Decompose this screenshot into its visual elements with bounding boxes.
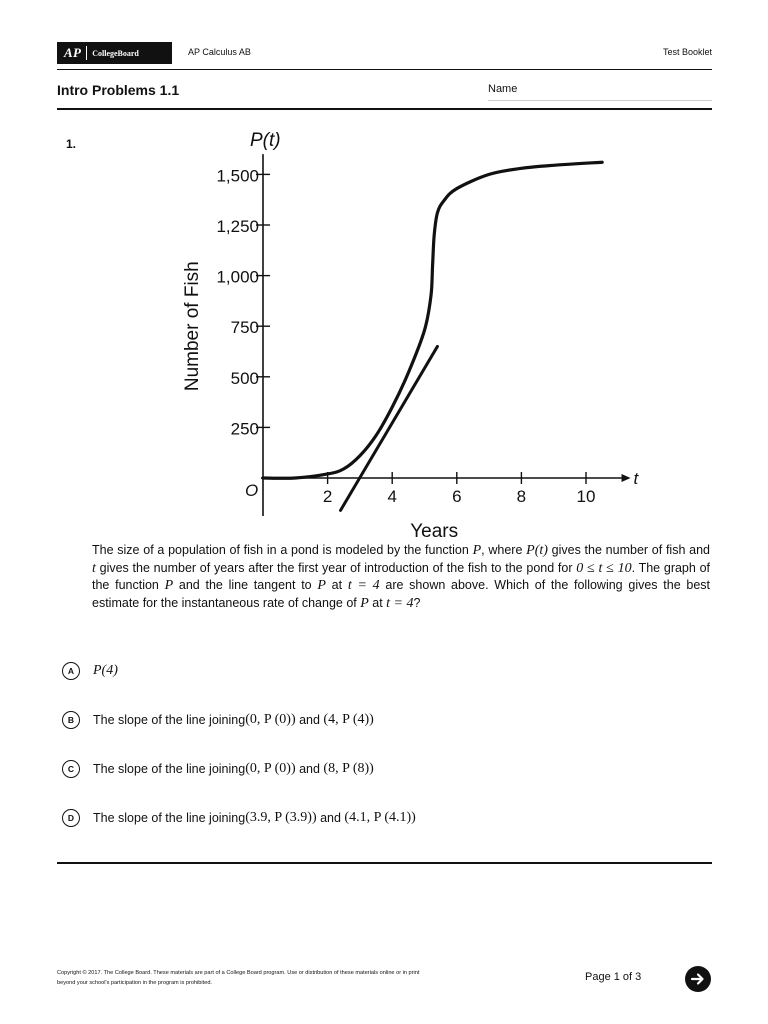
choice-b[interactable] [62, 711, 374, 729]
choice-b-and: and [295, 713, 324, 727]
stem-text: . The graph of the function [92, 560, 710, 593]
x-tick-label: 6 [452, 487, 462, 506]
y-axis-title: P(t) [250, 130, 281, 151]
stem-math: 0 ≤ t ≤ 10 [576, 560, 632, 576]
choice-c-bubble[interactable]: C [62, 760, 80, 778]
y-tick-label: 1,500 [216, 166, 259, 186]
y-tick-label: 750 [230, 318, 259, 338]
stem-math: P [164, 578, 174, 594]
x-tick-label: 8 [516, 487, 527, 506]
y-tick-label: 1,000 [216, 267, 259, 287]
copyright-notice [57, 968, 517, 988]
name-label: Name [488, 83, 518, 95]
choice-b-math-1: (0, P (0)) [245, 712, 296, 727]
choice-d-bubble[interactable]: D [62, 809, 80, 827]
stem-text: at [325, 578, 348, 593]
choice-c[interactable] [62, 760, 374, 778]
footer-rule [57, 862, 712, 864]
y-tick-label: 1,250 [216, 217, 259, 236]
choice-a-math: P(4) [93, 663, 118, 678]
choice-c-and: and [295, 762, 324, 776]
booklet-label: Test Booklet [662, 47, 712, 57]
choice-a[interactable] [62, 662, 118, 680]
logo-divider [86, 46, 87, 60]
course-name: AP Calculus AB [188, 47, 251, 57]
choice-b-math-2: (4, P (4)) [323, 712, 374, 727]
y-tick-label: 500 [230, 368, 259, 388]
next-page-button[interactable] [685, 966, 711, 992]
copyright-line: beyond your school's participation in the program is prohibited. [57, 980, 212, 986]
tangent-line [341, 346, 438, 510]
stem-text: and the line tangent to [173, 578, 318, 593]
question-number: 1. [66, 137, 77, 151]
x-tick-label: 4 [387, 487, 397, 506]
x-axis-label: Years [410, 521, 459, 542]
stem-text: gives the number of years after the first year of introduction of the fish to the pond for [95, 560, 577, 575]
stem-math: P(t) [526, 543, 548, 558]
y-axis-label: Number of Fish [182, 261, 203, 392]
choice-b-text: The slope of the line joining [93, 713, 246, 727]
x-axis-title: t [633, 469, 639, 488]
choice-c-math-2: (8, P (8)) [323, 761, 374, 776]
stem-math: P [360, 595, 369, 611]
choice-d-math-1: (3.9, P (3.9)) [245, 810, 317, 825]
copyright-line: Copyright © 2017. The College Board. These materials are part of a College Board program. Use or distribution of these materials online or in print [57, 970, 420, 976]
stem-text: The size of a population of fish in a pond is modeled by the function [92, 543, 473, 557]
logo-collegeboard-text: CollegeBoard [92, 48, 139, 58]
choice-d-math-2: (4.1, P (4.1)) [344, 810, 416, 825]
choice-a-bubble[interactable]: A [62, 662, 80, 680]
question-stem [92, 542, 710, 612]
x-tick-label: 2 [322, 487, 333, 506]
header-rule [57, 69, 712, 70]
choice-d-and: and [316, 811, 345, 825]
choice-c-math-1: (0, P (0)) [245, 761, 296, 776]
stem-text: are shown above. Which of the following gives the best estimate for the instantaneous rate of change of [92, 578, 710, 610]
population-graph [170, 125, 640, 545]
choice-d[interactable] [62, 809, 416, 827]
stem-math: t = 4 [347, 578, 380, 594]
stem-text: gives the number of fish and [547, 543, 710, 557]
stem-text: at [368, 595, 387, 610]
origin-label: O [245, 481, 259, 500]
choice-b-bubble[interactable]: B [62, 711, 80, 729]
name-field[interactable] [488, 100, 712, 101]
y-tick-label: 250 [230, 419, 259, 439]
stem-math: P [317, 578, 326, 594]
stem-math: t [92, 560, 96, 576]
page-number: Page 1 of 3 [585, 971, 642, 983]
x-axis-arrowhead [622, 474, 631, 482]
x-tick-label: 10 [576, 487, 596, 506]
stem-text: , where [481, 543, 527, 557]
logo-ap-text: AP [64, 45, 82, 60]
page-title: Intro Problems 1.1 [57, 82, 180, 98]
stem-math: t = 4 [386, 595, 414, 611]
ap-collegeboard-logo [57, 42, 172, 64]
choice-d-text: The slope of the line joining [93, 811, 246, 825]
population-curve [263, 162, 602, 478]
stem-math: P [472, 543, 482, 558]
choice-c-text: The slope of the line joining [93, 762, 246, 776]
title-rule [57, 108, 712, 110]
arrow-right-icon [690, 971, 706, 987]
stem-text: ? [413, 595, 421, 610]
